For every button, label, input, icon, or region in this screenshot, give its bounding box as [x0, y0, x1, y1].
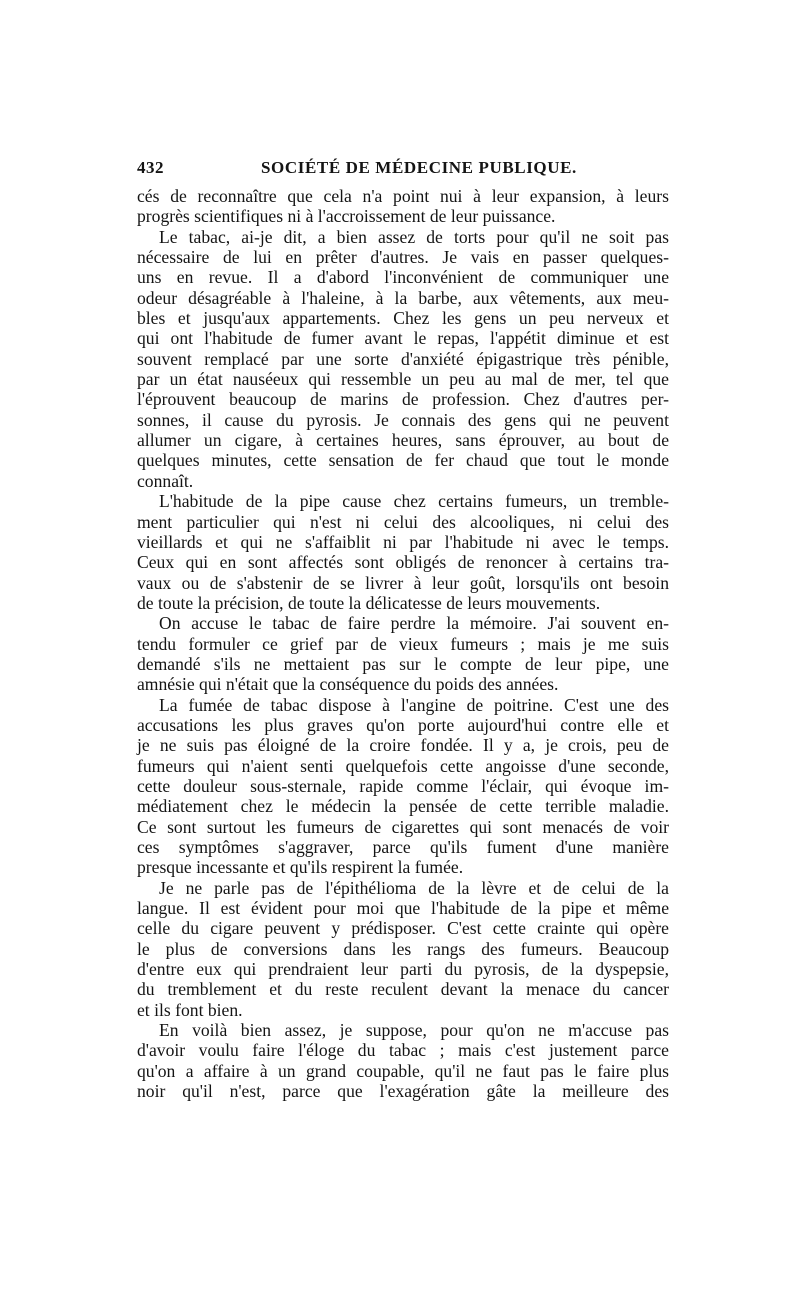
- text-line: demandé s'ils ne mettaient pas sur le compte de leur pipe, une: [137, 653, 669, 674]
- text-line: souvent remplacé par une sorte d'anxiété épigastrique très pénible,: [137, 348, 669, 369]
- text-line: vaux ou de s'abstenir de se livrer à leur goût, lorsqu'ils ont besoin: [137, 572, 669, 593]
- text-line: qui ont l'habitude de fumer avant le repas, l'appétit diminue et est: [137, 328, 669, 349]
- text-line: Je ne parle pas de l'épithélioma de la lèvre et de celui de la: [159, 877, 669, 898]
- text-line: Ce sont surtout les fumeurs de cigarettes qui sont menacés de voir: [137, 816, 669, 837]
- text-line: qu'on a affaire à un grand coupable, qu'il ne faut pas le faire plus: [137, 1060, 669, 1081]
- running-head: [137, 158, 669, 184]
- text-line: quelques minutes, cette sensation de fer chaud que tout le monde: [137, 450, 669, 471]
- paragraph: [137, 878, 669, 1020]
- text-line: langue. Il est évident pour moi que l'habitude de la pipe et même: [137, 898, 669, 919]
- text-line: vieillards et qui ne s'affaiblit ni par l'habitude ni avec le temps.: [137, 531, 669, 552]
- text-line: bles et jusqu'aux appartements. Chez les gens un peu nerveux et: [137, 308, 669, 329]
- text-line: celle du cigare peuvent y prédisposer. C'est cette crainte qui opère: [137, 918, 669, 939]
- paragraph: [137, 613, 669, 694]
- text-line: sonnes, il cause du pyrosis. Je connais des gens qui ne peuvent: [137, 409, 669, 430]
- text-line: du tremblement et du reste reculent devant la menace du cancer: [137, 979, 669, 1000]
- text-line: je ne suis pas éloigné de la croire fondée. Il y a, je crois, peu de: [137, 735, 669, 756]
- text-line: fumeurs qui n'aient senti quelquefois cette angoisse d'une seconde,: [137, 755, 669, 776]
- text-line: d'avoir voulu faire l'éloge du tabac ; mais c'est justement parce: [137, 1040, 669, 1061]
- paragraph: [137, 491, 669, 613]
- text-line: amnésie qui n'était que la conséquence du poids des années.: [137, 674, 559, 695]
- text-line: Le tabac, ai-je dit, a bien assez de torts pour qu'il ne soit pas: [159, 226, 669, 247]
- text-line: médiatement chez le médecin la pensée de cette terrible maladie.: [137, 796, 669, 817]
- text-line: de toute la précision, de toute la délicatesse de leurs mouvements.: [137, 592, 601, 613]
- body-text: [137, 186, 669, 1101]
- text-line: ment particulier qui n'est ni celui des alcooliques, ni celui des: [137, 511, 669, 532]
- text-line: On accuse le tabac de faire perdre la mémoire. J'ai souvent en-: [159, 613, 669, 634]
- page-number: 432: [137, 158, 164, 177]
- paragraph: [137, 1020, 669, 1101]
- text-line: allumer un cigare, à certaines heures, sans éprouver, au bout de: [137, 430, 669, 451]
- text-line: cette douleur sous-sternale, rapide comme l'éclair, qui évoque im-: [137, 775, 669, 796]
- text-line: le plus de conversions dans les rangs des fumeurs. Beaucoup: [137, 938, 669, 959]
- text-line: En voilà bien assez, je suppose, pour qu'on ne m'accuse pas: [159, 1020, 669, 1041]
- text-line: et ils font bien.: [137, 999, 243, 1020]
- text-line: cés de reconnaître que cela n'a point nui à leur expansion, à leurs: [137, 186, 669, 206]
- paragraph: [137, 186, 669, 227]
- text-line: tendu formuler ce grief par de vieux fumeurs ; mais je me suis: [137, 633, 669, 654]
- text-line: par un état nauséeux qui ressemble un peu au mal de mer, tel que: [137, 369, 669, 390]
- text-line: odeur désagréable à l'haleine, à la barbe, aux vêtements, aux meu-: [137, 287, 669, 308]
- text-line: La fumée de tabac dispose à l'angine de poitrine. C'est une des: [159, 694, 669, 715]
- text-line: Ceux qui en sont affectés sont obligés de renoncer à certains tra-: [137, 552, 669, 573]
- text-line: presque incessante et qu'ils respirent la fumée.: [137, 857, 464, 878]
- text-line: connaît.: [137, 470, 194, 491]
- text-line: accusations les plus graves qu'on porte aujourd'hui contre elle et: [137, 714, 669, 735]
- running-title: SOCIÉTÉ DE MÉDECINE PUBLIQUE.: [261, 158, 577, 177]
- paragraph: [137, 227, 669, 491]
- text-line: uns en revue. Il a d'abord l'inconvénient de communiquer une: [137, 267, 669, 288]
- text-line: l'éprouvent beaucoup de marins de profession. Chez d'autres per-: [137, 389, 669, 410]
- text-line: nécessaire de lui en prêter d'autres. Je vais en passer quelques-: [137, 247, 669, 268]
- paragraph: [137, 695, 669, 878]
- text-line: d'entre eux qui prendraient leur parti du pyrosis, de la dyspepsie,: [137, 959, 669, 980]
- text-line: noir qu'il n'est, parce que l'exagération gâte la meilleure des: [137, 1081, 669, 1102]
- text-line: progrès scientifiques ni à l'accroissement de leur puissance.: [137, 206, 556, 227]
- text-line: L'habitude de la pipe cause chez certains fumeurs, un tremble-: [159, 491, 669, 512]
- text-line: ces symptômes s'aggraver, parce qu'ils fument d'une manière: [137, 837, 669, 857]
